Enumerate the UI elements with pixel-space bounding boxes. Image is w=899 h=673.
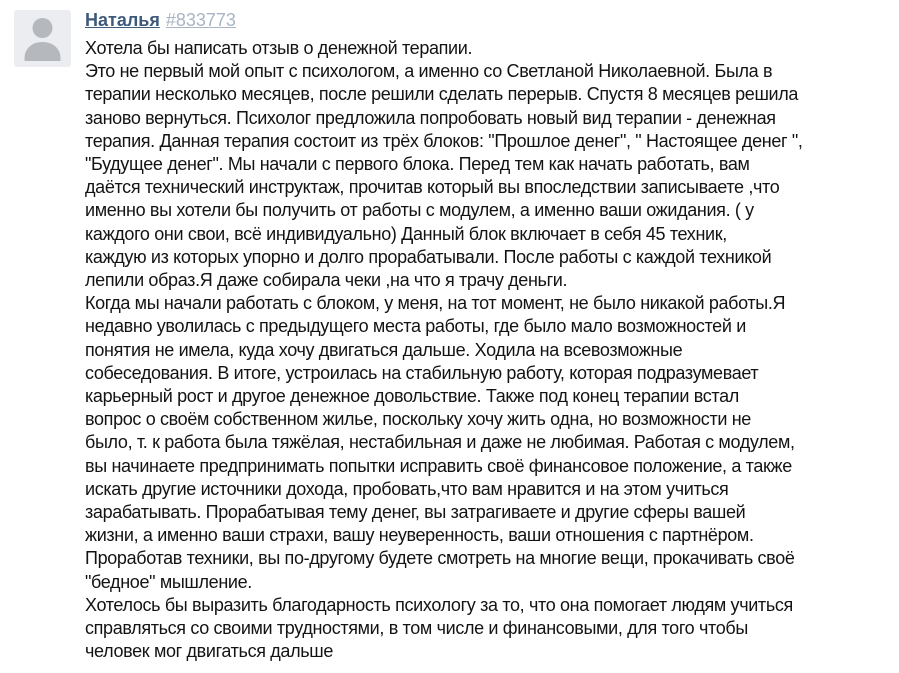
review-line: Хотела бы написать отзыв о денежной терапии.: [85, 38, 473, 58]
review-line: искать другие источники дохода, пробовать,что вам нравится и на этом учиться: [85, 478, 729, 499]
review-line: терапия. Данная терапия состоит из трёх блоков: "Прошлое денег", " Настоящее денег ",: [85, 130, 803, 151]
review-line: каждую из которых упорно и долго прорабатывали. После работы с каждой техникой: [85, 246, 772, 267]
review-line: "бедное" мышление.: [85, 571, 252, 592]
review-line: человек мог двигаться дальше: [85, 641, 334, 662]
review-line: зарабатывать. Прорабатывая тему денег, вы затрагиваете и другие сферы вашей: [85, 502, 746, 523]
review-line: понятия не имела, куда хочу двигаться дальше. Ходила на всевозможные: [85, 339, 683, 360]
comment-content: [85, 0, 891, 663]
review-line: именно вы хотели бы получить от работы с модулем, а именно ваши ожидания. ( у: [85, 200, 754, 221]
review-line: вы начинаете предпринимать попытки исправить своё финансовое положение, а также: [85, 455, 792, 476]
review-line: каждого они свои, всё индивидуально) Данный блок включает в себя 45 техник,: [85, 223, 727, 244]
review-line: терапии несколько месяцев, после решили сделать перерыв. Спустя 8 месяцев решила: [85, 84, 799, 105]
review-line: Проработав техники, вы по-другому будете смотреть на многие вещи, прокачивать своё: [85, 548, 795, 569]
user-avatar[interactable]: [14, 10, 71, 67]
comment-header: [85, 9, 891, 31]
review-line: Когда мы начали работать с блоком, у меня, на тот момент, не было никакой работы.Я: [85, 293, 786, 314]
review-line: справляться со своими трудностями, в том числе и финансовыми, для того чтобы: [85, 618, 748, 639]
review-line: жизни, а именно ваши страхи, вашу неуверенность, ваши отношения с партнёром.: [85, 525, 754, 546]
review-line: Это не первый мой опыт с психологом, а именно со Светланой Николаевной. Была в: [85, 61, 773, 82]
review-line: вопрос о своём собственном жилье, поскольку хочу жить одна, но возможности не: [85, 409, 751, 430]
review-line: "Будущее денег". Мы начали с первого блока. Перед тем как начать работать, вам: [85, 154, 750, 175]
review-line: заново вернуться. Психолог предложила попробовать новый вид терапии - денежная: [85, 107, 776, 128]
review-line: лепили образ.Я даже собирала чеки ,на что я трачу деньги.: [85, 270, 568, 291]
review-line: было, т. к работа была тяжёлая, нестабильная и даже не любимая. Работая с модулем,: [85, 432, 795, 453]
review-line: даётся технический инструктаж, прочитав который вы впоследствии записываете ,что: [85, 177, 780, 198]
review-text: [85, 37, 891, 663]
author-name-link[interactable]: Наталья: [85, 10, 160, 30]
review-line: собеседования. В итоге, устроилась на стабильную работу, которая подразумевает: [85, 362, 759, 383]
review-line: карьерный рост и другое денежное довольствие. Также под конец терапии встал: [85, 386, 739, 407]
author-id-link[interactable]: #833773: [165, 10, 236, 30]
review-line: недавно уволилась с предыдущего места работы, где было мало возможностей и: [85, 316, 746, 337]
review-line: Хотелось бы выразить благодарность психологу за то, что она помогает людям учиться: [85, 594, 793, 615]
person-placeholder-icon: [20, 16, 65, 61]
